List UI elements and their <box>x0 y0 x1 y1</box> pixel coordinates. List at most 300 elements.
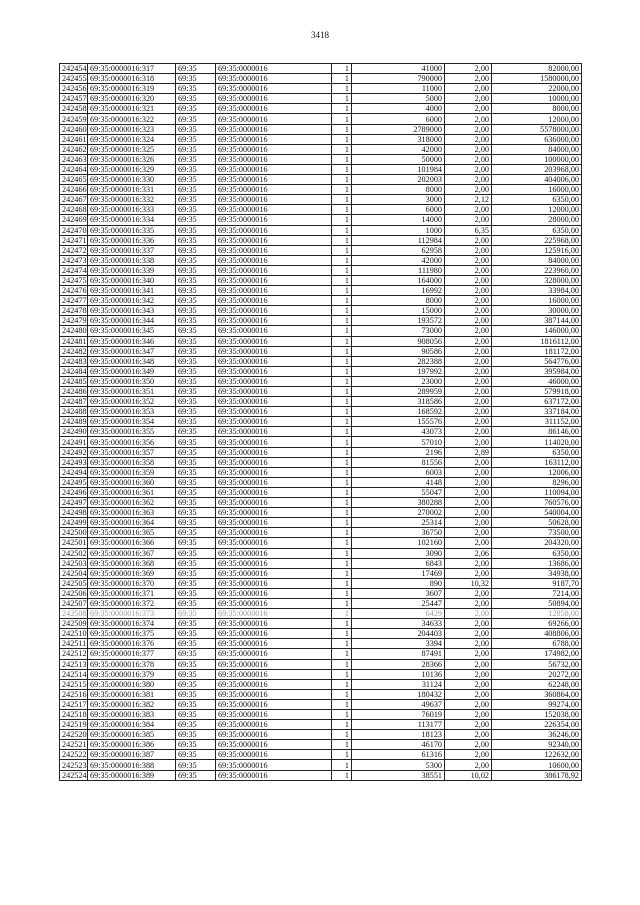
count-cell: 1 <box>332 639 352 649</box>
district-code-cell: 69:35 <box>176 760 216 770</box>
quarter-number-cell: 69:35:0000016 <box>216 689 332 699</box>
cadastral-number-cell: 69:35:0000016:370 <box>88 578 176 588</box>
district-code-cell: 69:35 <box>176 699 216 709</box>
count-cell: 1 <box>332 144 352 154</box>
row-number-cell: 242469 <box>60 215 88 225</box>
quarter-number-cell: 69:35:0000016 <box>216 518 332 528</box>
row-number-cell: 242498 <box>60 508 88 518</box>
tax-value-cell: 114020,00 <box>492 437 582 447</box>
quarter-number-cell: 69:35:0000016 <box>216 74 332 84</box>
cadastral-number-cell: 69:35:0000016:320 <box>88 94 176 104</box>
rate-value-cell: 2,00 <box>445 588 492 598</box>
row-number-cell: 242476 <box>60 286 88 296</box>
cadastral-number-cell: 69:35:0000016:375 <box>88 629 176 639</box>
district-code-cell: 69:35 <box>176 629 216 639</box>
count-cell: 1 <box>332 154 352 164</box>
area-value-cell: 112984 <box>352 235 445 245</box>
quarter-number-cell: 69:35:0000016 <box>216 679 332 689</box>
area-value-cell: 11000 <box>352 84 445 94</box>
quarter-number-cell: 69:35:0000016 <box>216 649 332 659</box>
quarter-number-cell: 69:35:0000016 <box>216 64 332 74</box>
count-cell: 1 <box>332 750 352 760</box>
tax-value-cell: 62248,00 <box>492 679 582 689</box>
cadastral-number-cell: 69:35:0000016:359 <box>88 467 176 477</box>
area-value-cell: 202003 <box>352 175 445 185</box>
cadastral-number-cell: 69:35:0000016:340 <box>88 275 176 285</box>
cadastral-number-cell: 69:35:0000016:379 <box>88 669 176 679</box>
row-number-cell: 242485 <box>60 376 88 386</box>
rate-value-cell: 2,00 <box>445 699 492 709</box>
tax-value-cell: 10000,00 <box>492 94 582 104</box>
row-number-cell: 242519 <box>60 720 88 730</box>
quarter-number-cell: 69:35:0000016 <box>216 639 332 649</box>
district-code-cell: 69:35 <box>176 609 216 619</box>
tax-value-cell: 8000,00 <box>492 104 582 114</box>
count-cell: 1 <box>332 265 352 275</box>
table-row <box>60 578 582 588</box>
area-value-cell: 289959 <box>352 387 445 397</box>
cadastral-number-cell: 69:35:0000016:325 <box>88 144 176 154</box>
cadastral-number-cell: 69:35:0000016:376 <box>88 639 176 649</box>
quarter-number-cell: 69:35:0000016 <box>216 215 332 225</box>
district-code-cell: 69:35 <box>176 477 216 487</box>
rate-value-cell: 2,00 <box>445 508 492 518</box>
district-code-cell: 69:35 <box>176 255 216 265</box>
table-row <box>60 477 582 487</box>
area-value-cell: 102160 <box>352 538 445 548</box>
district-code-cell: 69:35 <box>176 710 216 720</box>
row-number-cell: 242517 <box>60 699 88 709</box>
count-cell: 1 <box>332 134 352 144</box>
area-value-cell: 890 <box>352 578 445 588</box>
area-value-cell: 36750 <box>352 528 445 538</box>
district-code-cell: 69:35 <box>176 659 216 669</box>
row-number-cell: 242520 <box>60 730 88 740</box>
rate-value-cell: 2,00 <box>445 144 492 154</box>
quarter-number-cell: 69:35:0000016 <box>216 659 332 669</box>
district-code-cell: 69:35 <box>176 457 216 467</box>
cadastral-number-cell: 69:35:0000016:372 <box>88 598 176 608</box>
cadastral-number-cell: 69:35:0000016:386 <box>88 740 176 750</box>
cadastral-number-cell: 69:35:0000016:346 <box>88 336 176 346</box>
quarter-number-cell: 69:35:0000016 <box>216 750 332 760</box>
quarter-number-cell: 69:35:0000016 <box>216 104 332 114</box>
row-number-cell: 242521 <box>60 740 88 750</box>
area-value-cell: 34633 <box>352 619 445 629</box>
rate-value-cell: 10,32 <box>445 578 492 588</box>
row-number-cell: 242516 <box>60 689 88 699</box>
cadastral-number-cell: 69:35:0000016:385 <box>88 730 176 740</box>
row-number-cell: 242480 <box>60 326 88 336</box>
rate-value-cell: 2,00 <box>445 498 492 508</box>
cadastral-number-cell: 69:35:0000016:384 <box>88 720 176 730</box>
row-number-cell: 242462 <box>60 144 88 154</box>
row-number-cell: 242492 <box>60 447 88 457</box>
tax-value-cell: 152038,00 <box>492 710 582 720</box>
quarter-number-cell: 69:35:0000016 <box>216 609 332 619</box>
count-cell: 1 <box>332 689 352 699</box>
area-value-cell: 155576 <box>352 417 445 427</box>
count-cell: 1 <box>332 245 352 255</box>
row-number-cell: 242463 <box>60 154 88 164</box>
area-value-cell: 61316 <box>352 750 445 760</box>
area-value-cell: 10136 <box>352 669 445 679</box>
table-row <box>60 619 582 629</box>
rate-value-cell: 2,00 <box>445 275 492 285</box>
rate-value-cell: 2,00 <box>445 154 492 164</box>
quarter-number-cell: 69:35:0000016 <box>216 629 332 639</box>
cadastral-number-cell: 69:35:0000016:371 <box>88 588 176 598</box>
cadastral-number-cell: 69:35:0000016:322 <box>88 114 176 124</box>
district-code-cell: 69:35 <box>176 508 216 518</box>
quarter-number-cell: 69:35:0000016 <box>216 326 332 336</box>
district-code-cell: 69:35 <box>176 275 216 285</box>
tax-value-cell: 92340,00 <box>492 740 582 750</box>
row-number-cell: 242486 <box>60 387 88 397</box>
district-code-cell: 69:35 <box>176 356 216 366</box>
row-number-cell: 242506 <box>60 588 88 598</box>
district-code-cell: 69:35 <box>176 649 216 659</box>
count-cell: 1 <box>332 336 352 346</box>
area-value-cell: 25314 <box>352 518 445 528</box>
count-cell: 1 <box>332 296 352 306</box>
district-code-cell: 69:35 <box>176 568 216 578</box>
tax-value-cell: 6350,00 <box>492 225 582 235</box>
tax-value-cell: 125916,00 <box>492 245 582 255</box>
rate-value-cell: 2,00 <box>445 134 492 144</box>
row-number-cell: 242504 <box>60 568 88 578</box>
district-code-cell: 69:35 <box>176 407 216 417</box>
area-value-cell: 17469 <box>352 568 445 578</box>
table-row <box>60 215 582 225</box>
district-code-cell: 69:35 <box>176 467 216 477</box>
rate-value-cell: 2,00 <box>445 649 492 659</box>
table-row <box>60 114 582 124</box>
area-value-cell: 8000 <box>352 296 445 306</box>
tax-value-cell: 69266,00 <box>492 619 582 629</box>
count-cell: 1 <box>332 760 352 770</box>
table-row <box>60 346 582 356</box>
rate-value-cell: 2,00 <box>445 629 492 639</box>
tax-value-cell: 395984,00 <box>492 366 582 376</box>
page-number: 3418 <box>311 30 329 40</box>
rate-value-cell: 2,00 <box>445 639 492 649</box>
row-number-cell: 242464 <box>60 164 88 174</box>
rate-value-cell: 10,02 <box>445 770 492 780</box>
cadastral-registry-table <box>59 63 582 781</box>
area-value-cell: 164000 <box>352 275 445 285</box>
district-code-cell: 69:35 <box>176 538 216 548</box>
quarter-number-cell: 69:35:0000016 <box>216 144 332 154</box>
district-code-cell: 69:35 <box>176 154 216 164</box>
area-value-cell: 180432 <box>352 689 445 699</box>
cadastral-number-cell: 69:35:0000016:368 <box>88 558 176 568</box>
table-row <box>60 195 582 205</box>
district-code-cell: 69:35 <box>176 316 216 326</box>
table-row <box>60 134 582 144</box>
district-code-cell: 69:35 <box>176 306 216 316</box>
tax-value-cell: 7214,00 <box>492 588 582 598</box>
table-row <box>60 376 582 386</box>
quarter-number-cell: 69:35:0000016 <box>216 275 332 285</box>
area-value-cell: 193572 <box>352 316 445 326</box>
count-cell: 1 <box>332 376 352 386</box>
cadastral-number-cell: 69:35:0000016:336 <box>88 235 176 245</box>
district-code-cell: 69:35 <box>176 387 216 397</box>
count-cell: 1 <box>332 235 352 245</box>
rate-value-cell: 2,00 <box>445 659 492 669</box>
quarter-number-cell: 69:35:0000016 <box>216 760 332 770</box>
area-value-cell: 790000 <box>352 74 445 84</box>
count-cell: 1 <box>332 225 352 235</box>
count-cell: 1 <box>332 558 352 568</box>
area-value-cell: 908056 <box>352 336 445 346</box>
area-value-cell: 50000 <box>352 154 445 164</box>
count-cell: 1 <box>332 175 352 185</box>
table-row <box>60 750 582 760</box>
cadastral-number-cell: 69:35:0000016:324 <box>88 134 176 144</box>
row-number-cell: 242494 <box>60 467 88 477</box>
area-value-cell: 43073 <box>352 427 445 437</box>
quarter-number-cell: 69:35:0000016 <box>216 699 332 709</box>
count-cell: 1 <box>332 286 352 296</box>
quarter-number-cell: 69:35:0000016 <box>216 619 332 629</box>
row-number-cell: 242487 <box>60 397 88 407</box>
quarter-number-cell: 69:35:0000016 <box>216 366 332 376</box>
rate-value-cell: 2,00 <box>445 316 492 326</box>
row-number-cell: 242473 <box>60 255 88 265</box>
district-code-cell: 69:35 <box>176 376 216 386</box>
tax-value-cell: 12006,00 <box>492 467 582 477</box>
district-code-cell: 69:35 <box>176 588 216 598</box>
district-code-cell: 69:35 <box>176 669 216 679</box>
tax-value-cell: 636000,00 <box>492 134 582 144</box>
table-row <box>60 336 582 346</box>
cadastral-number-cell: 69:35:0000016:389 <box>88 770 176 780</box>
district-code-cell: 69:35 <box>176 134 216 144</box>
tax-value-cell: 100000,00 <box>492 154 582 164</box>
cadastral-number-cell: 69:35:0000016:367 <box>88 548 176 558</box>
area-value-cell: 5300 <box>352 760 445 770</box>
district-code-cell: 69:35 <box>176 720 216 730</box>
rate-value-cell: 2,00 <box>445 619 492 629</box>
rate-value-cell: 2,00 <box>445 487 492 497</box>
area-value-cell: 81556 <box>352 457 445 467</box>
count-cell: 1 <box>332 598 352 608</box>
rate-value-cell: 6,35 <box>445 225 492 235</box>
district-code-cell: 69:35 <box>176 487 216 497</box>
count-cell: 1 <box>332 629 352 639</box>
district-code-cell: 69:35 <box>176 185 216 195</box>
row-number-cell: 242496 <box>60 487 88 497</box>
table-row <box>60 296 582 306</box>
district-code-cell: 69:35 <box>176 205 216 215</box>
tax-value-cell: 408806,00 <box>492 629 582 639</box>
quarter-number-cell: 69:35:0000016 <box>216 477 332 487</box>
table-row <box>60 447 582 457</box>
table-row <box>60 74 582 84</box>
rate-value-cell: 2,00 <box>445 376 492 386</box>
count-cell: 1 <box>332 205 352 215</box>
quarter-number-cell: 69:35:0000016 <box>216 316 332 326</box>
rate-value-cell: 2,00 <box>445 235 492 245</box>
table-row <box>60 467 582 477</box>
table-row <box>60 609 582 619</box>
tax-value-cell: 540004,00 <box>492 508 582 518</box>
tax-value-cell: 20272,00 <box>492 669 582 679</box>
cadastral-number-cell: 69:35:0000016:361 <box>88 487 176 497</box>
cadastral-number-cell: 69:35:0000016:360 <box>88 477 176 487</box>
count-cell: 1 <box>332 720 352 730</box>
district-code-cell: 69:35 <box>176 619 216 629</box>
count-cell: 1 <box>332 326 352 336</box>
rate-value-cell: 2,00 <box>445 407 492 417</box>
district-code-cell: 69:35 <box>176 740 216 750</box>
rate-value-cell: 2,00 <box>445 467 492 477</box>
table-row <box>60 538 582 548</box>
rate-value-cell: 2,00 <box>445 346 492 356</box>
count-cell: 1 <box>332 568 352 578</box>
tax-value-cell: 16000,00 <box>492 185 582 195</box>
area-value-cell: 55047 <box>352 487 445 497</box>
quarter-number-cell: 69:35:0000016 <box>216 487 332 497</box>
table-row <box>60 498 582 508</box>
tax-value-cell: 16000,00 <box>492 296 582 306</box>
row-number-cell: 242522 <box>60 750 88 760</box>
area-value-cell: 6429 <box>352 609 445 619</box>
quarter-number-cell: 69:35:0000016 <box>216 94 332 104</box>
count-cell: 1 <box>332 185 352 195</box>
row-number-cell: 242461 <box>60 134 88 144</box>
rate-value-cell: 2,00 <box>445 598 492 608</box>
row-number-cell: 242483 <box>60 356 88 366</box>
quarter-number-cell: 69:35:0000016 <box>216 376 332 386</box>
district-code-cell: 69:35 <box>176 114 216 124</box>
quarter-number-cell: 69:35:0000016 <box>216 548 332 558</box>
district-code-cell: 69:35 <box>176 215 216 225</box>
table-row <box>60 720 582 730</box>
district-code-cell: 69:35 <box>176 689 216 699</box>
tax-value-cell: 146000,00 <box>492 326 582 336</box>
district-code-cell: 69:35 <box>176 437 216 447</box>
tax-value-cell: 46000,00 <box>492 376 582 386</box>
table-row <box>60 639 582 649</box>
table-row <box>60 397 582 407</box>
table-row <box>60 387 582 397</box>
table-row <box>60 185 582 195</box>
table-row <box>60 356 582 366</box>
area-value-cell: 8000 <box>352 185 445 195</box>
tax-value-cell: 73500,00 <box>492 528 582 538</box>
rate-value-cell: 2,00 <box>445 679 492 689</box>
cadastral-number-cell: 69:35:0000016:329 <box>88 164 176 174</box>
district-code-cell: 69:35 <box>176 558 216 568</box>
tax-value-cell: 360864,00 <box>492 689 582 699</box>
district-code-cell: 69:35 <box>176 548 216 558</box>
area-value-cell: 87491 <box>352 649 445 659</box>
row-number-cell: 242468 <box>60 205 88 215</box>
area-value-cell: 73000 <box>352 326 445 336</box>
row-number-cell: 242479 <box>60 316 88 326</box>
tax-value-cell: 122632,00 <box>492 750 582 760</box>
district-code-cell: 69:35 <box>176 346 216 356</box>
rate-value-cell: 2,00 <box>445 568 492 578</box>
count-cell: 1 <box>332 487 352 497</box>
row-number-cell: 242484 <box>60 366 88 376</box>
area-value-cell: 111980 <box>352 265 445 275</box>
count-cell: 1 <box>332 518 352 528</box>
table-row <box>60 255 582 265</box>
quarter-number-cell: 69:35:0000016 <box>216 265 332 275</box>
district-code-cell: 69:35 <box>176 447 216 457</box>
count-cell: 1 <box>332 114 352 124</box>
count-cell: 1 <box>332 407 352 417</box>
row-number-cell: 242515 <box>60 679 88 689</box>
cadastral-number-cell: 69:35:0000016:377 <box>88 649 176 659</box>
quarter-number-cell: 69:35:0000016 <box>216 356 332 366</box>
cadastral-number-cell: 69:35:0000016:387 <box>88 750 176 760</box>
tax-value-cell: 181172,00 <box>492 346 582 356</box>
rate-value-cell: 2,00 <box>445 74 492 84</box>
quarter-number-cell: 69:35:0000016 <box>216 467 332 477</box>
quarter-number-cell: 69:35:0000016 <box>216 407 332 417</box>
area-value-cell: 16992 <box>352 286 445 296</box>
area-value-cell: 101984 <box>352 164 445 174</box>
tax-value-cell: 204320,00 <box>492 538 582 548</box>
cadastral-number-cell: 69:35:0000016:343 <box>88 306 176 316</box>
district-code-cell: 69:35 <box>176 679 216 689</box>
cadastral-number-cell: 69:35:0000016:321 <box>88 104 176 114</box>
area-value-cell: 42000 <box>352 144 445 154</box>
district-code-cell: 69:35 <box>176 770 216 780</box>
count-cell: 1 <box>332 346 352 356</box>
quarter-number-cell: 69:35:0000016 <box>216 538 332 548</box>
quarter-number-cell: 69:35:0000016 <box>216 84 332 94</box>
row-number-cell: 242472 <box>60 245 88 255</box>
count-cell: 1 <box>332 710 352 720</box>
rate-value-cell: 2,00 <box>445 296 492 306</box>
cadastral-number-cell: 69:35:0000016:318 <box>88 74 176 84</box>
count-cell: 1 <box>332 94 352 104</box>
district-code-cell: 69:35 <box>176 144 216 154</box>
area-value-cell: 3000 <box>352 195 445 205</box>
quarter-number-cell: 69:35:0000016 <box>216 205 332 215</box>
row-number-cell: 242482 <box>60 346 88 356</box>
cadastral-number-cell: 69:35:0000016:331 <box>88 185 176 195</box>
row-number-cell: 242503 <box>60 558 88 568</box>
cadastral-number-cell: 69:35:0000016:351 <box>88 387 176 397</box>
quarter-number-cell: 69:35:0000016 <box>216 387 332 397</box>
tax-value-cell: 10600,00 <box>492 760 582 770</box>
count-cell: 1 <box>332 508 352 518</box>
count-cell: 1 <box>332 356 352 366</box>
count-cell: 1 <box>332 730 352 740</box>
rate-value-cell: 2,00 <box>445 185 492 195</box>
rate-value-cell: 2,00 <box>445 760 492 770</box>
table-row <box>60 427 582 437</box>
count-cell: 1 <box>332 74 352 84</box>
cadastral-number-cell: 69:35:0000016:350 <box>88 376 176 386</box>
quarter-number-cell: 69:35:0000016 <box>216 154 332 164</box>
area-value-cell: 14000 <box>352 215 445 225</box>
cadastral-number-cell: 69:35:0000016:345 <box>88 326 176 336</box>
table-row <box>60 457 582 467</box>
area-value-cell: 2789000 <box>352 124 445 134</box>
cadastral-number-cell: 69:35:0000016:355 <box>88 427 176 437</box>
row-number-cell: 242497 <box>60 498 88 508</box>
quarter-number-cell: 69:35:0000016 <box>216 164 332 174</box>
cadastral-number-cell: 69:35:0000016:358 <box>88 457 176 467</box>
